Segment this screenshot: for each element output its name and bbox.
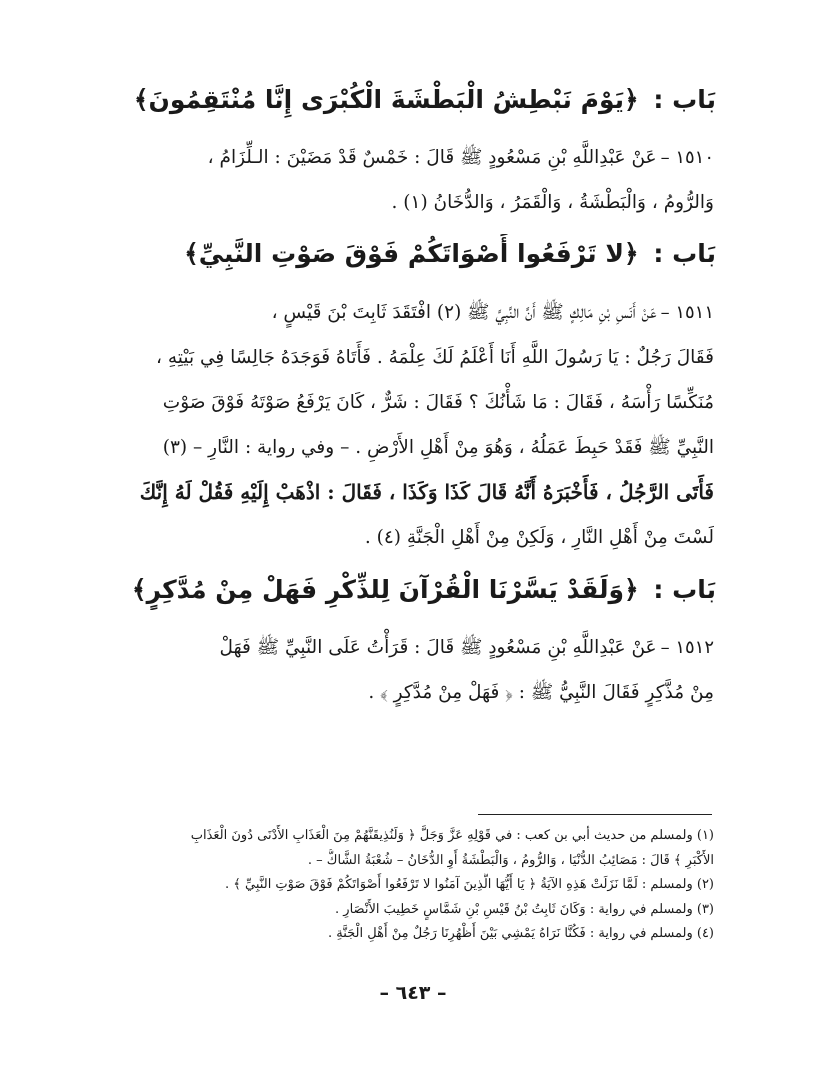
chapter-label: بَاب : bbox=[653, 239, 716, 268]
hadith-number: ١٥١٢ – bbox=[660, 637, 714, 658]
footnote-3: (٣) ولمسلم في رواية : وَكَانَ ثَابِتُ بْنُ قَيْسِ بْنِ شَمَّاسٍ خَطِيبَ الأَنْصَارِ . bbox=[335, 901, 714, 917]
footnote-1-continued: الأَكْبَرِ ﴾ قَالَ : مَصَائِبُ الدُّنْيَا ، وَالرُّومُ ، وَالْبَطْشَةُ أَوِ الدُّخَانُ – شُعْبَةُ الشَّاكُّ – . bbox=[307, 852, 714, 868]
hadith-1512 bbox=[110, 625, 714, 715]
hadith-number: ١٥١١ – bbox=[660, 302, 714, 323]
chapter-verse: ﴿لا تَرْفَعُوا أَصْوَاتَكُمْ فَوْقَ صَوْتِ النَّبِيِّ﴾ bbox=[184, 239, 639, 268]
hadith-1511 bbox=[110, 290, 714, 560]
chapter-heading-1 bbox=[110, 80, 716, 120]
hadith-line: ١٥١١ –عَنْ أَنَسِ بْنِ مَالِكٍ ﷺ أَنَّ النَّبِيَّ ﷺ (٢) افْتَقَدَ ثَابِتَ بْنَ قَيْسٍ ، bbox=[271, 302, 714, 323]
footnote-1: (١) ولمسلم من حديث أبي بن كعب : في قَوْلِهِ عَزَّ وَجَلَّ ﴿ وَلَنُذِيقَنَّهُمْ مِنَ الْعَذَابِ الأَدْنَى دُونَ الْعَذَابِ bbox=[190, 828, 714, 843]
hadith-line: مُنَكِّسًا رَأْسَهُ ، فَقَالَ : مَا شَأْنُكَ ؟ فَقَالَ : شَرٌّ ، كَانَ يَرْفَعُ صَوْتَهُ فَوْقَ صَوْتِ bbox=[162, 392, 714, 413]
chapter-verse: ﴿يَوْمَ نَبْطِشُ الْبَطْشَةَ الْكُبْرَى إِنَّا مُنْتَقِمُونَ﴾ bbox=[133, 85, 639, 114]
page-number: – ٦٤٣ – bbox=[379, 982, 447, 1004]
footnote-2: (٢) ولمسلم : لَمَّا نَزَلَتْ هَذِهِ الآيَةُ ﴿ يَا أَيُّهَا الَّذِينَ آمَنُوا لا تَرْفَعُوا أَصْوَاتَكُمْ فَوْقَ صَوْتِ النَّبِيِّ ﴾ . bbox=[225, 877, 714, 892]
hadith-line: مِنْ مُذَّكِرٍ فَقَالَ النَّبِيُّ ﷺ : ﴿ فَهَلْ مِنْ مُدَّكِرٍ ﴾ . bbox=[368, 682, 714, 703]
chapter-heading-2 bbox=[110, 234, 716, 274]
chapter-label: بَاب : bbox=[653, 85, 716, 114]
footnotes bbox=[108, 824, 714, 947]
hadith-line: لَسْتَ مِنْ أَهْلِ النَّارِ ، وَلَكِنْ مِنْ أَهْلِ الْجَنَّةِ (٤) . bbox=[364, 527, 714, 548]
chapter-verse: ﴿وَلَقَدْ يَسَّرْنَا الْقُرْآنَ لِلذِّكْرِ فَهَلْ مِنْ مُدَّكِرٍ﴾ bbox=[131, 575, 639, 604]
footnote-4: (٤) ولمسلم في رواية : فَكُنَّا نَرَاهُ يَمْشِي بَيْنَ أَظْهُرِنَا رَجُلٌ مِنْ أَهْلِ الْجَنَّةِ . bbox=[328, 926, 714, 941]
hadith-line: فَقَالَ رَجُلٌ : يَا رَسُولَ اللَّهِ أَنَا أَعْلَمُ لَكَ عِلْمَهُ . فَأَتَاهُ فَوَجَدَهُ جَالِسًا فِي بَيْتِهِ ، bbox=[156, 347, 714, 368]
hadith-line: النَّبِيِّ ﷺ فَقَدْ حَبِطَ عَمَلُهُ ، وَهُوَ مِنْ أَهْلِ الأَرْضِ . – وفي رواية : النَّارِ – (٣) bbox=[162, 437, 714, 458]
hadith-number: ١٥١٠ – bbox=[660, 147, 714, 168]
chapter-label: بَاب : bbox=[653, 575, 716, 604]
hadith-line: ١٥١٠ –عَنْ عَبْدِاللَّهِ بْنِ مَسْعُودٍ ﷺ قَالَ : خَمْسٌ قَدْ مَضَيْنَ : الـلِّزَامُ ، bbox=[207, 147, 714, 168]
chapter-heading-3 bbox=[110, 570, 716, 610]
hadith-line: فَأَتَى الرَّجُلُ ، فَأَخْبَرَهُ أَنَّهُ قَالَ كَذَا وَكَذَا ، فَقَالَ : اذْهَبْ إِلَيْهِ فَقُلْ لَهُ إِنَّكَ bbox=[139, 480, 714, 504]
hadith-1510 bbox=[110, 135, 714, 225]
hadith-line: ١٥١٢ –عَنْ عَبْدِاللَّهِ بْنِ مَسْعُودٍ ﷺ قَالَ : قَرَأْتُ عَلَى النَّبِيِّ ﷺ فَهَلْ bbox=[219, 637, 714, 658]
footnote-divider bbox=[478, 814, 712, 815]
hadith-line: وَالرُّومُ ، وَالْبَطْشَةُ ، وَالْقَمَرُ ، وَالدُّخَانُ (١) . bbox=[391, 192, 714, 213]
